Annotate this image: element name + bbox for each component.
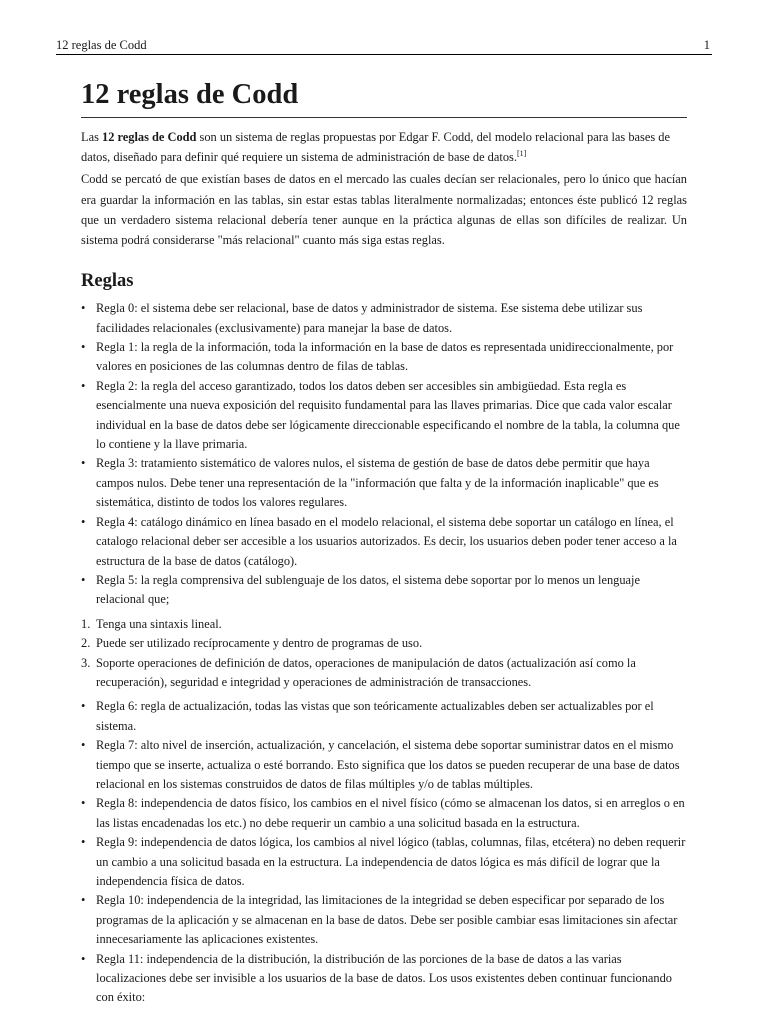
bullet-marker: •	[81, 796, 86, 811]
bullet-marker: •	[81, 378, 86, 393]
sublist-number: 2.	[81, 636, 91, 651]
article-body	[81, 76, 687, 1008]
sublist-item	[81, 654, 687, 693]
running-header	[56, 38, 712, 55]
intro-paragraph-2: Codd se percató de que existían bases de datos en el mercado las cuales decían ser relacionales, pero lo único que hacían era guardar la información en las tablas, sin estar estas tablas literalmente normalizadas; entonces éste publicó 12 reglas que un verdadero sistema relacional debería tener aunque en la práctica algunas de ellas son difíciles de realizar. Un sistema podrá considerarse "más relacional" cuanto más siga estas reglas.	[81, 172, 687, 248]
rule-text: Regla 5: la regla comprensiva del sublenguaje de los datos, el sistema debe soportar por lo menos un lenguaje relacional que;	[96, 572, 641, 607]
rules-list-continued	[81, 697, 687, 1008]
bullet-marker: •	[81, 699, 86, 714]
sublist-item	[81, 615, 687, 634]
sublist-text: Puede ser utilizado recíprocamente y dentro de programas de uso.	[96, 636, 423, 651]
intro-lead-text: Las	[81, 130, 102, 144]
rule-text: Regla 6: regla de actualización, todas las vistas que son teóricamente actualizables deben ser actualizables por el sistema.	[96, 699, 654, 733]
language-requirements-list	[81, 615, 687, 693]
intro-body-text: son un sistema de reglas propuestas por Edgar F. Codd, del modelo relacional para las bases de datos, diseñado para definir qué requiere un sistema de administración de base de datos.	[81, 130, 670, 165]
section-heading-reglas: Reglas	[81, 271, 134, 292]
sublist-number: 1.	[81, 616, 91, 631]
bullet-marker: •	[81, 951, 86, 966]
rule-text: Regla 0: el sistema debe ser relacional, base de datos y administrador de sistema. Ese sistema debe utilizar sus facilidades relacionales (exclusivamente) para manejar la base de datos.	[96, 301, 643, 335]
rule-item	[81, 513, 687, 571]
rule-item	[81, 377, 687, 455]
rule-text: Regla 1: la regla de la información, toda la información en la base de datos es representada unidireccionalmente, por valores en posiciones de las columnas dentro de filas de tablas.	[96, 340, 674, 374]
page-number: 1	[703, 38, 710, 52]
bullet-marker: •	[81, 456, 86, 471]
sublist-item	[81, 634, 687, 653]
rule-text: Regla 9: independencia de datos lógica, los cambios al nivel lógico (tablas, columnas, filas, etcétera) no deben requerir un cambio a una solicitud basada en la estructura. La independencia de datos lógica es más difícil de lograr que la independencia física de datos.	[96, 835, 686, 888]
rule-item	[81, 571, 687, 610]
intro-bold-term: 12 reglas de Codd	[102, 130, 197, 144]
rule-item	[81, 338, 687, 377]
rule-text: Regla 2: la regla del acceso garantizado, todos los datos deben ser accesibles sin ambigüedad. Esta regla es esencialmente una nueva exposición del requisito fundamental para las llaves primarias. Dice que cada valor escalar individual en la base de datos debe ser lógicamente direccionable especificando el nombre de la tabla, la columna que lo contiene y la llave primaria.	[96, 378, 680, 452]
rule-item	[81, 794, 687, 833]
rule-item	[81, 454, 687, 512]
sublist-number: 3.	[81, 655, 91, 670]
article-title: 12 reglas de Codd	[81, 76, 687, 118]
rules-list	[81, 299, 687, 610]
bullet-marker: •	[81, 514, 86, 529]
rule-item	[81, 950, 687, 1008]
bullet-marker: •	[81, 572, 86, 587]
bullet-marker: •	[81, 340, 86, 355]
rule-text: Regla 7: alto nivel de inserción, actualización, y cancelación, el sistema debe soportar suministrar datos en el mismo tiempo que se inserte, actualiza o esté borrando. Esto significa que los datos se pueden recuperar de una base de datos relacional en los sistemas construidos de datos de filas múltiples y/o de tablas múltiples.	[96, 738, 680, 791]
rule-item	[81, 697, 687, 736]
rule-item	[81, 299, 687, 338]
bullet-marker: •	[81, 835, 86, 850]
rule-item	[81, 736, 687, 794]
intro-paragraph-1	[81, 127, 687, 167]
rule-text: Regla 8: independencia de datos físico, los cambios en el nivel físico (cómo se almacenan los datos, si en arreglos o en las listas encadenadas los etc.) no debe requerir un cambio a una solicitud basada en la estructura.	[96, 796, 685, 830]
rule-text: Regla 4: catálogo dinámico en línea basado en el modelo relacional, el sistema debe soportar un catálogo en línea, el catalogo relacional deber ser accesible a los usuarios autorizados. Es decir, los usuarios deben poder tener acceso a la estructura de la base de datos (catálogo).	[96, 514, 677, 568]
rule-text: Regla 11: independencia de la distribución, la distribución de las porciones de la base de datos a las varias localizaciones debe ser invisible a los usuarios de la base de datos. Los usos existentes deben continuar funcionando con éxito:	[96, 951, 673, 1005]
rule-text: Regla 3: tratamiento sistemático de valores nulos, el sistema de gestión de base de datos debe permitir que haya campos nulos. Debe tener una representación de la "información que falta y de la información inaplicable" que es sistemática, distinto de todos los valores regulares.	[96, 456, 659, 510]
citation-link[interactable]: [1]	[516, 149, 527, 159]
bullet-marker: •	[81, 893, 86, 908]
sublist-text: Soporte operaciones de definición de datos, operaciones de manipulación de datos (actualización así como la recuperación), seguridad e integridad y operaciones de administración de transacciones.	[96, 655, 636, 689]
bullet-marker: •	[81, 301, 86, 316]
rule-text: Regla 10: independencia de la integridad, las limitaciones de la integridad se deben especificar por separado de los programas de la aplicación y se almacenan en la base de datos. Debe ser posible cambiar esas limitaciones sin afectar innecesariamente las aplicaciones existentes.	[96, 893, 678, 947]
bullet-marker: •	[81, 738, 86, 753]
sublist-text: Tenga una sintaxis lineal.	[96, 616, 222, 631]
running-header-title: 12 reglas de Codd	[56, 38, 147, 52]
rule-item	[81, 891, 687, 949]
rule-item	[81, 833, 687, 891]
